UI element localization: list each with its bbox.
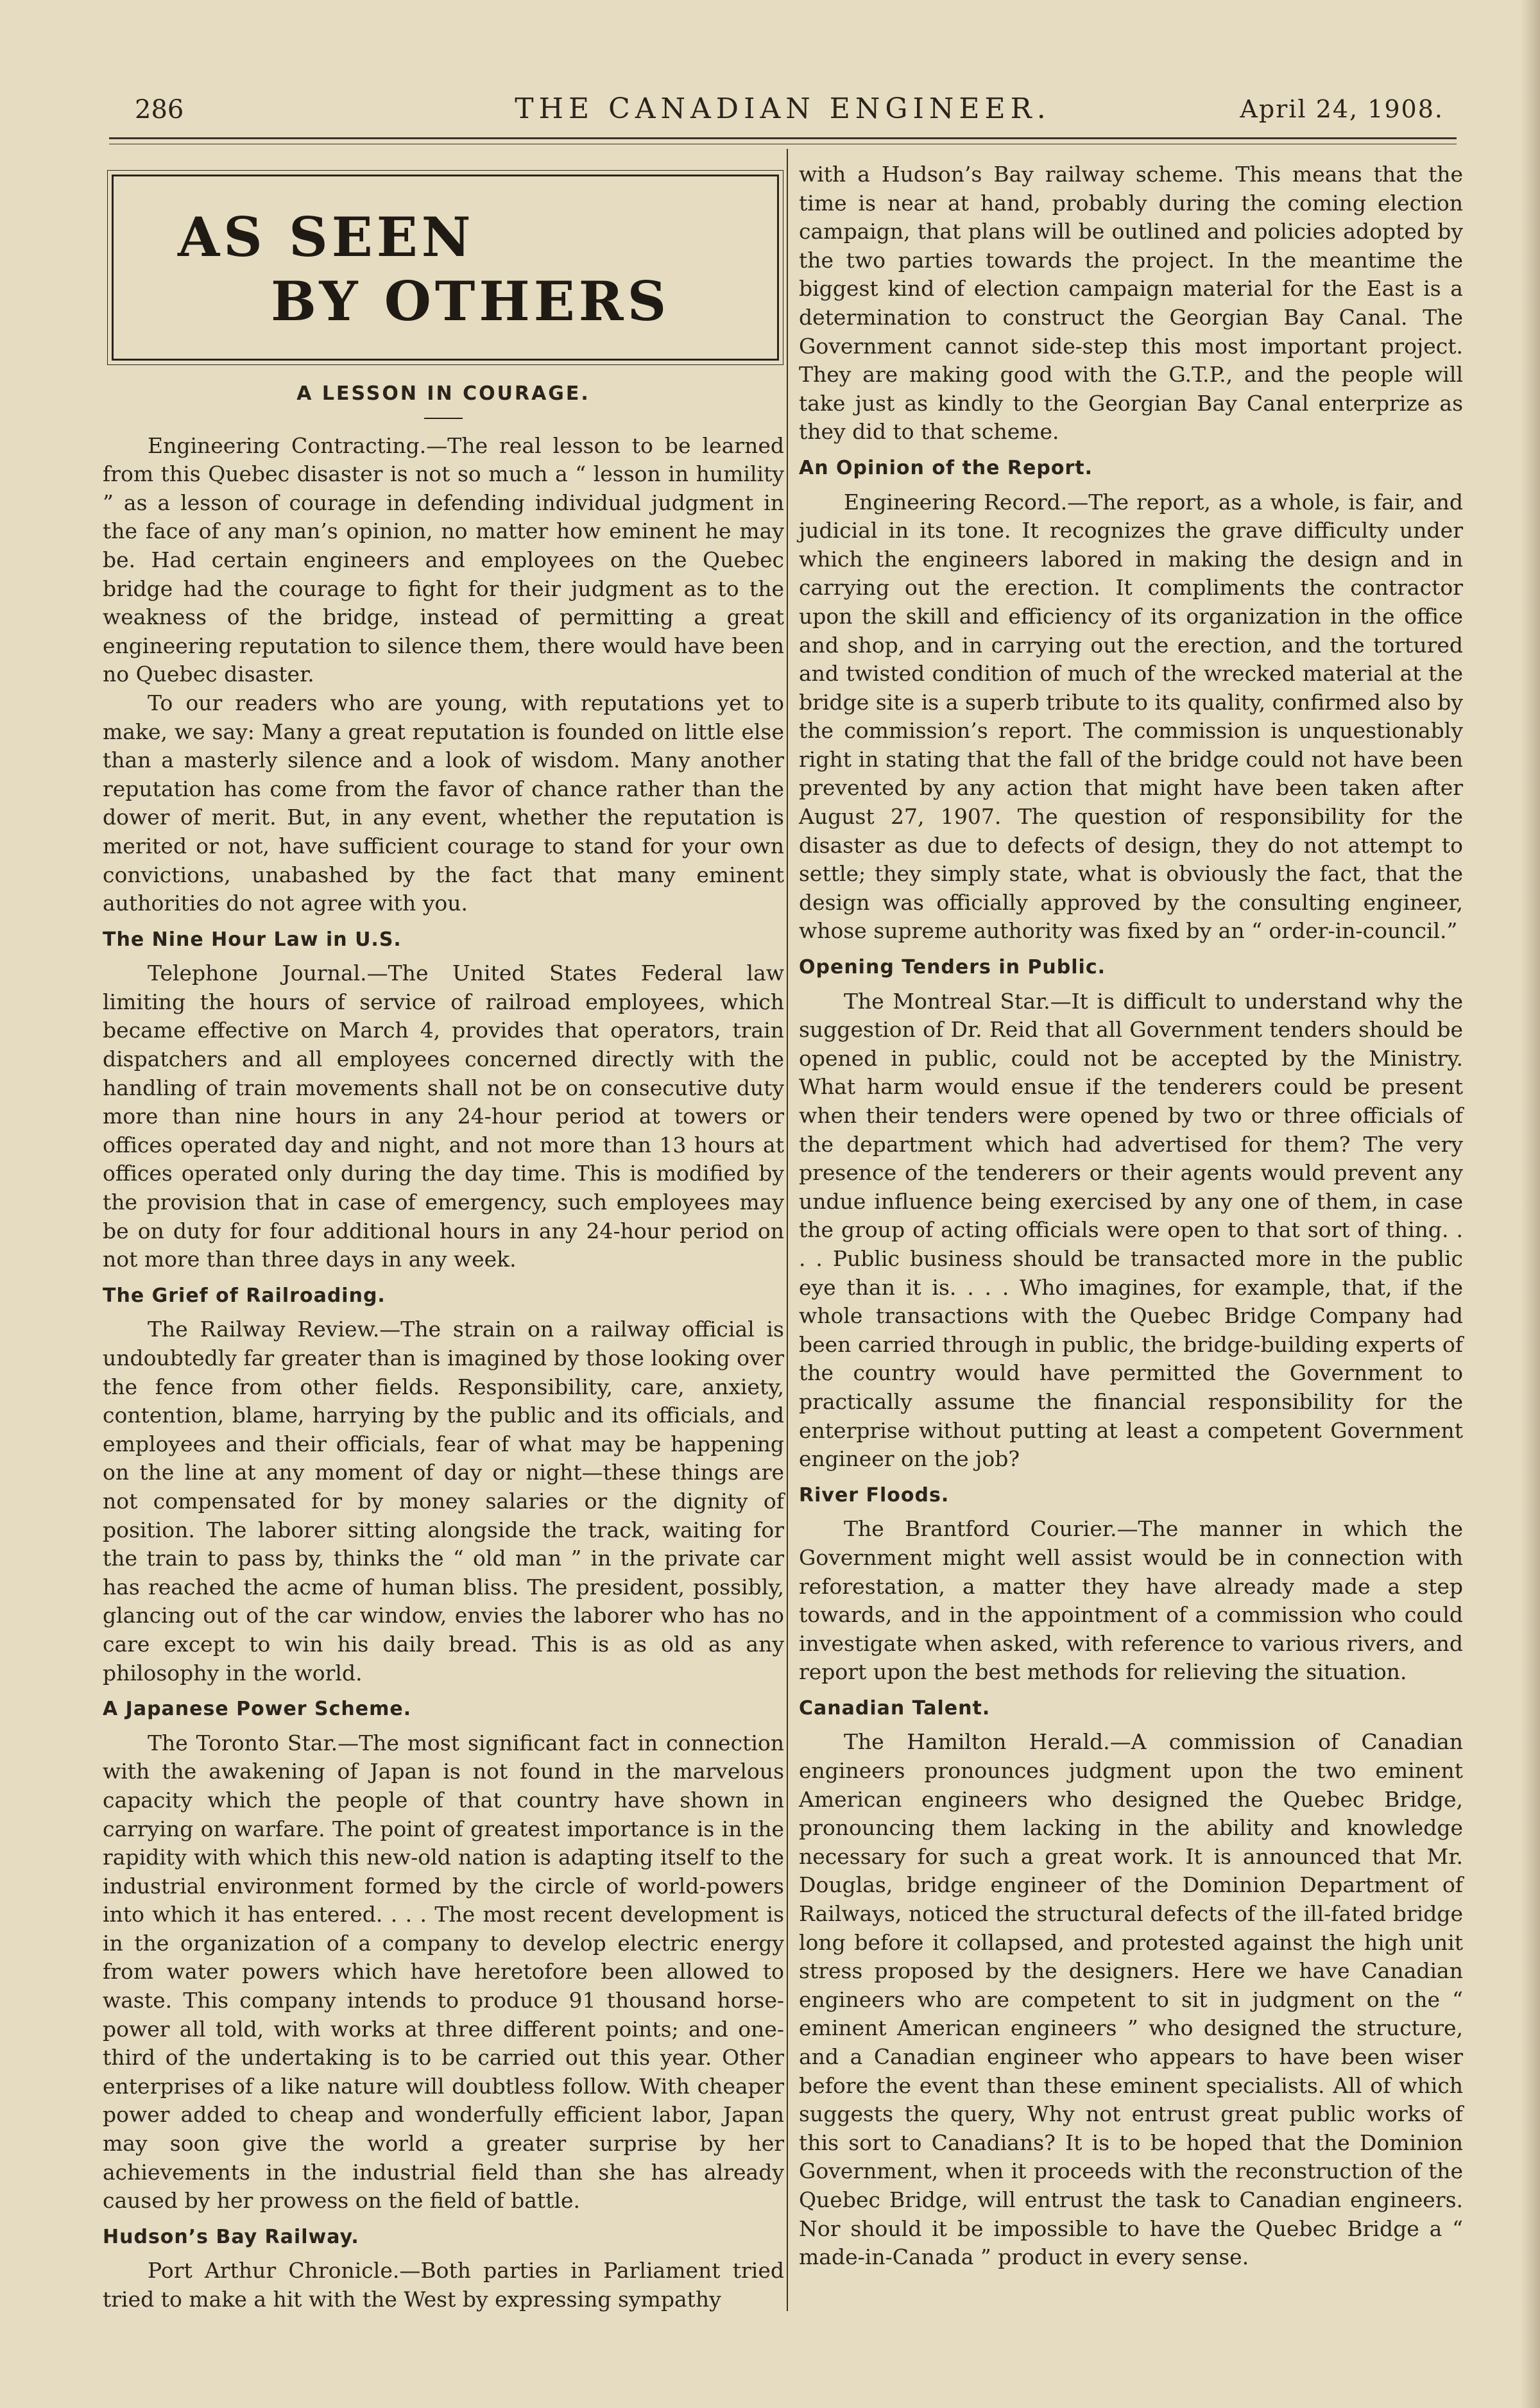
article-paragraph: The Railway Review.—The strain on a railway official is undoubtedly far greater than is imagined by those looking over the fence from other fields. Responsibility, care, anxiety, contention, blame, harrying by the public and its officials, and employees and their officials, fear of what may be happening on the line at any moment of day or night—these things are not compensated for by money salaries or the dignity of position. The laborer sitting alongside the track, waiting for the train to pass by, thinks the “ old man ” in the private car has reached the acme of human bliss. The president, possibly, glancing out of the car window, envies the laborer who has no care except to win his daily bread. This is as old as any philosophy in the world. <box>103 1317 784 1686</box>
header-rule-thick <box>109 137 1457 139</box>
article-paragraph: Engineering Record.—The report, as a whole, is fair, and judicial in its tone. It recognizes the grave difficulty under which the engineers labored in making the design and in carrying out the erection. It compliments the contractor upon the skill and efficiency of its organization in the office and shop, and in carrying out the erection, and the tortured and twisted condition of much of the wrecked material at the bridge site is a superb tribute to its quality, confirmed also by the commission’s report. The commission is unquestionably right in stating that the fall of the bridge could not have been prevented by any action that might have been taken after August 27, 1907. The question of responsibility for the disaster as due to defects of design, they do not attempt to settle; they simply state, what is obviously the fact, that the design was officially approved by the consulting engineer, whose supreme authority was fixed by an “ order-in-council.” <box>799 489 1463 944</box>
article-paragraph: The Toronto Star.—The most significant fact in connection with the awakening of Japan is not found in the marvelous capacity which the people of that country have shown in carrying on warfare. The point of greatest importance is in the rapidity with which this new-old nation is adapting itself to the industrial environment formed by the circle of world-powers into which it has entered. . . . The most recent development is in the organization of a company to develop electric energy from water powers which have heretofore been allowed to waste. This company intends to produce 91 thousand horse-power all told, with works at three different points; and one-third of the undertaking is to be carried out this year. Other enterprises of a like nature will doubtless follow. With cheaper power added to cheap and wonderfully efficient labor, Japan may soon give the world a greater surprise by her achievements in the industrial field than she has already caused by her prowess on the field of battle. <box>103 1730 784 2214</box>
article-paragraph: The Brantford Courier.—The manner in which the Government might well assist would be in connection with reforestation, a matter they have already made a step towards, and in the appointment of a commission who could investigate when asked, with reference to various rivers, and report upon the best methods for relieving the situation. <box>799 1516 1463 1685</box>
journal-title: THE CANADIAN ENGINEER. <box>515 92 1051 125</box>
left-column <box>103 160 784 2314</box>
article-title: A LESSON IN COURAGE. <box>296 382 590 405</box>
article-heading: A Japanese Power Scheme. <box>103 1698 412 1721</box>
article-paragraph: Engineering Contracting.—The real lesson to be learned from this Quebec disaster is not so much a “ lesson in humility ” as a lesson of courage in defending individual judgment in the face of any man’s opinion, no matter how eminent he may be. Had certain engineers and employees on the Quebec bridge had the courage to fight for their judgment as to the weakness of the bridge, instead of permitting a great engineering reputation to silence them, there would have been no Quebec disaster. <box>103 432 784 687</box>
article-paragraph: The Montreal Star.—It is difficult to understand why the suggestion of Dr. Reid that all Government tenders should be opened in public, could not be accepted by the Ministry. What harm would ensue if the tenderers could be present when their tenders were opened by two or three officials of the department which had advertised for them? The very presence of the tenderers or their agents would prevent any undue influence being exercised by any one of them, in case the group of acting officials were open to that sort of thing. . . . Public business should be transacted more in the public eye than it is. . . . Who imagines, for example, that, if the whole transactions with the Quebec Bridge Company had been carried through in public, the bridge-building experts of the country would have permitted the Government to practically assume the financial responsibility for the enterprise without putting at least a competent Government engineer on the job? <box>799 988 1463 1472</box>
article-heading: The Grief of Railroading. <box>103 1284 386 1307</box>
issue-date: April 24, 1908. <box>1240 95 1444 123</box>
column-divider <box>787 149 788 2311</box>
article-heading: Canadian Talent. <box>799 1696 991 1720</box>
article-heading: Hudson’s Bay Railway. <box>103 2225 359 2248</box>
article-paragraph-continued: with a Hudson’s Bay railway scheme. This means that the time is near at hand, probably during the coming election campaign, that plans will be outlined and policies adopted by the two parties towards the project. In the meantime the biggest kind of election campaign material for the East is a determination to construct the Georgian Bay Canal. The Government cannot side-step this most important project. They are making good with the G.T.P., and the people will take just as kindly to the Georgian Bay Canal enterprize as they did to that scheme. <box>799 162 1463 445</box>
right-column <box>799 160 1463 2272</box>
banner-line-2: BY OTHERS <box>271 269 671 333</box>
article-paragraph: To our readers who are young, with reputations yet to make, we say: Many a great reputation is founded on little else than a masterly silence and a look of wisdom. Many another reputation has come from the favor of chance rather than the dower of merit. But, in any event, whether the reputation is merited or not, have sufficient courage to stand for your own convictions, unabashed by the fact that many eminent authorities do not agree with you. <box>103 690 784 916</box>
banner-line-1: AS SEEN <box>178 205 475 269</box>
article-heading: Opening Tenders in Public. <box>799 956 1106 979</box>
article-paragraph: Telephone Journal.—The United States Federal law limiting the hours of service of railroad employees, which became effective on March 4, provides that operators, train dispatchers and all employees concerned directly with the handling of train movements shall not be on consecutive duty more than nine hours in any 24-hour period at towers or offices operated day and night, and not more than 13 hours at offices operated only during the day time. This is modified by the provision that in case of emergency, such employees may be on duty for four additional hours in any 24-hour period on not more than three days in any week. <box>103 961 784 1272</box>
page-header <box>109 90 1457 128</box>
page-number: 286 <box>135 95 184 124</box>
article-heading: River Floods. <box>799 1483 950 1507</box>
page-edge-shadow <box>1521 0 1540 2408</box>
article-heading: An Opinion of the Report. <box>799 456 1093 479</box>
article-paragraph: Port Arthur Chronicle.—Both parties in Parliament tried tried to make a hit with the West by expressing sympathy <box>103 2258 784 2312</box>
title-rule <box>424 418 463 419</box>
article-paragraph: The Hamilton Herald.—A commission of Canadian engineers pronounces judgment upon the two eminent American engineers who designed the Quebec Bridge, pronouncing them lacking in the ability and knowledge necessary for such a great work. It is announced that Mr. Douglas, bridge engineer of the Dominion Department of Railways, noticed the structural defects of the ill-fated bridge long before it collapsed, and protested against the high unit stress proposed by the designers. Here we have Canadian engineers who are competent to sit in judgment on the “ eminent American engineers ” who designed the structure, and a Canadian engineer who appears to have been wiser before the event than these eminent specialists. All of which suggests the query, Why not entrust great public works of this sort to Canadians? It is to be hoped that the Dominion Government, when it proceeds with the reconstruction of the Quebec Bridge, will entrust the task to Canadian engineers. Nor should it be impossible to have the Quebec Bridge a “ made-in-Canada ” product in every sense. <box>799 1729 1463 2270</box>
article-heading: The Nine Hour Law in U.S. <box>103 928 402 951</box>
section-banner <box>112 175 779 361</box>
